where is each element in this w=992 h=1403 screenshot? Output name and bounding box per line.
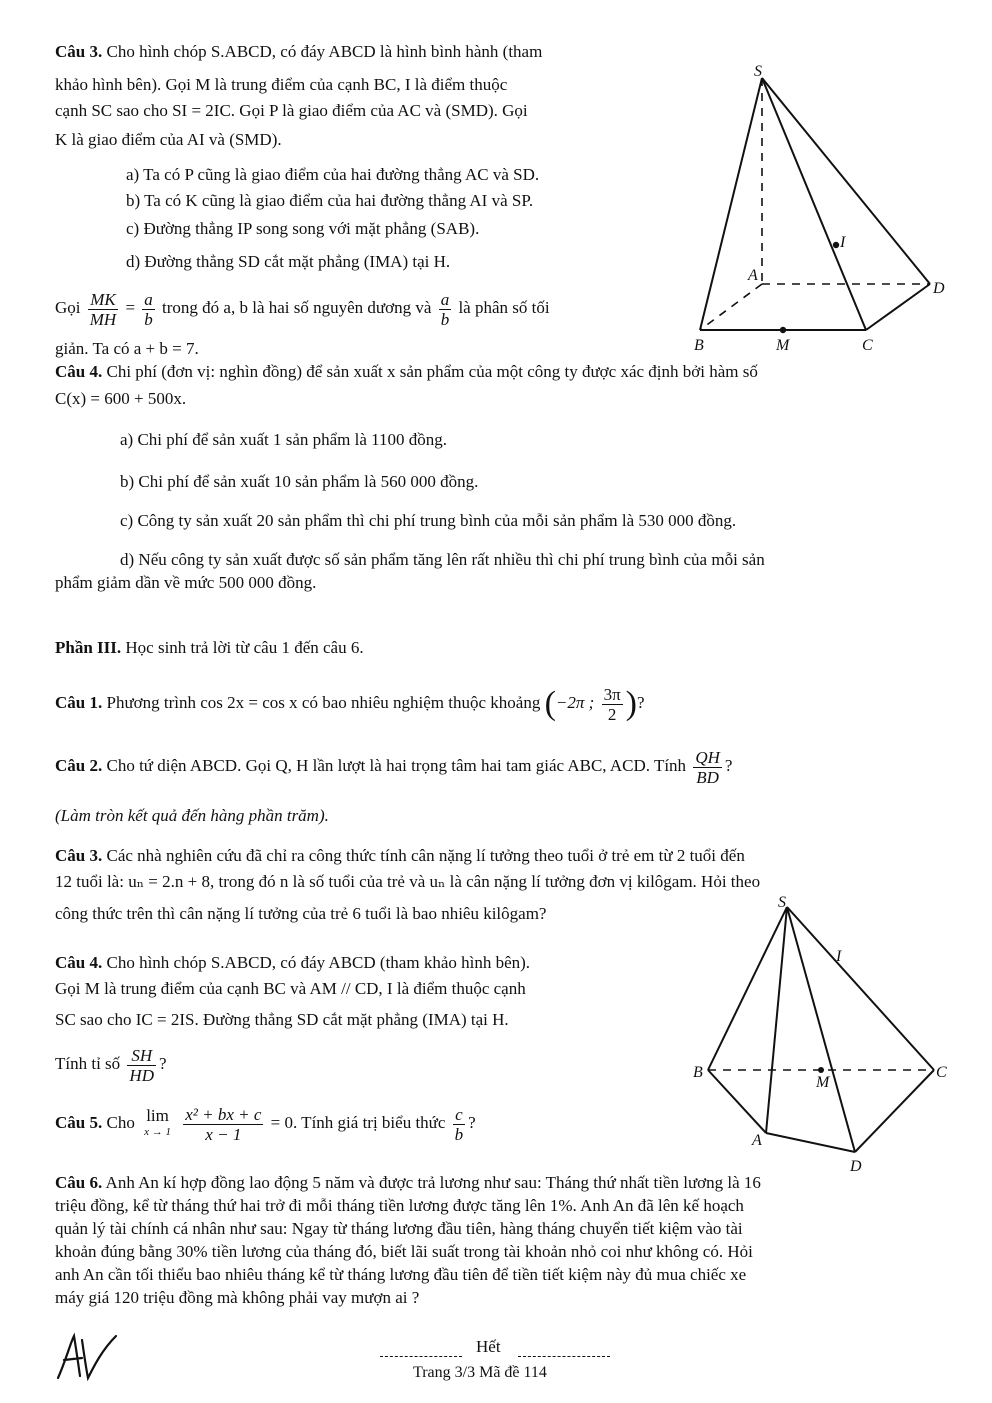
fig1-label-m: M	[776, 337, 790, 354]
fig2-edge-sa	[766, 907, 787, 1133]
footer-end-text: Hết	[476, 1337, 501, 1356]
p1-frac	[602, 685, 623, 724]
fig2-edge-dc	[855, 1070, 934, 1152]
q3-last-line: giản. Ta có a + b = 7.	[55, 339, 199, 358]
p6-line1	[55, 1173, 761, 1193]
p1-interval-left: −2π ;	[555, 693, 595, 712]
p2-q: ?	[724, 756, 733, 775]
p4-label: Câu 4.	[55, 953, 103, 972]
q3-text-1: Cho hình chóp S.ABCD, có đáy ABCD là hình bình hành (tham	[106, 42, 543, 61]
p5-frac	[183, 1105, 263, 1144]
p5-frac-den: x − 1	[205, 1124, 242, 1144]
q3-ratio-mid: trong đó a, b là hai số nguyên dương và	[162, 298, 432, 317]
p1-frac-num: 3π	[603, 684, 621, 704]
fig1-label-a: A	[748, 267, 758, 284]
fig1-label-d: D	[933, 280, 945, 297]
part3-heading	[55, 638, 364, 658]
fig2-edge-sb	[708, 907, 787, 1070]
q3-line1	[55, 42, 542, 62]
p5-cho: Cho	[106, 1113, 135, 1132]
p6-line2: triệu đồng, kể từ tháng thứ hai trở đi mỗi tháng tiền lương được tăng lên 1%. Anh An đã lên kế hoạch	[55, 1196, 744, 1215]
q3-line4: K là giao điểm của AI và (SMD).	[55, 130, 282, 149]
q3-line3: cạnh SC sao cho SI = 2IC. Gọi P là giao điểm của AC và (SMD). Gọi	[55, 101, 528, 120]
fig1-edge-sd	[762, 78, 930, 284]
p3-line3: công thức trên thì cân nặng lí tưởng của trẻ 6 tuổi là bao nhiêu kilôgam?	[55, 904, 547, 923]
q3-ratio-line: Gọi $\frac{MK}{MH}$ = $\frac{a}{b}$ trong đó a, b là hai số nguyên dương và $\frac{a}{b}$ là phân số tối	[55, 289, 550, 329]
q3-ratio-end: là phân số tối	[458, 298, 550, 317]
p6-line6: máy giá 120 triệu đồng mà không phải vay mượn ai ?	[55, 1288, 420, 1307]
p6-line5: anh An cần tối thiểu bao nhiêu tháng kể từ tháng lương đầu tiên để tiền tiết kiệm này đủ mua chiếc xe	[55, 1265, 747, 1284]
fig1-label-c: C	[862, 337, 873, 354]
q3-option-d: d) Đường thẳng SD cắt mặt phẳng (IMA) tại H.	[126, 252, 451, 271]
q4-label: Câu 4.	[55, 362, 103, 381]
q3-frac-num: MK	[88, 290, 118, 310]
q3-option-b: b) Ta có K cũng là giao điểm của hai đường thẳng AI và SP.	[126, 191, 534, 210]
p5-frac2	[453, 1105, 466, 1144]
p5-label: Câu 5.	[55, 1113, 103, 1132]
p4-frac-num: SH	[127, 1046, 156, 1066]
fig2-point-m	[818, 1067, 824, 1073]
p1-frac-den: 2	[607, 704, 617, 724]
figure-pyramid-2	[690, 895, 960, 1180]
q3-option-c: c) Đường thẳng IP song song với mặt phẳng (SAB).	[126, 219, 480, 238]
p5-q: ?	[468, 1113, 476, 1132]
q3-line2: khảo hình bên). Gọi M là trung điểm của cạnh BC, I là điểm thuộc	[55, 75, 508, 94]
q3-frac-den: MH	[89, 309, 117, 329]
q3-frac-mk-mh	[88, 290, 118, 329]
p2-line	[55, 744, 732, 788]
p2-note: (Làm tròn kết quả đến hàng phần trăm).	[55, 806, 329, 825]
footer-dash-left	[380, 1356, 462, 1357]
footer-dash-right	[518, 1356, 610, 1357]
q4-option-d: d) Nếu công ty sản xuất được số sản phẩm tăng lên rất nhiều thì chi phí trung bình của mỗi sản	[120, 550, 765, 569]
q3-frac-a-b-2	[439, 290, 452, 329]
part3-text: Học sinh trả lời từ câu 1 đến câu 6.	[125, 638, 364, 657]
part3-label: Phần III.	[55, 638, 122, 657]
fig1-point-m	[780, 327, 786, 333]
q3-frac-a: a	[144, 289, 153, 309]
fig1-point-i	[833, 242, 839, 248]
p5-line	[55, 1100, 476, 1146]
p5-lim-word: lim	[146, 1106, 169, 1126]
p5-lim	[142, 1108, 173, 1140]
p1-label: Câu 1.	[55, 693, 103, 712]
q3-label: Câu 3.	[55, 42, 103, 61]
p5-frac-num: x² + bx + c	[185, 1104, 262, 1124]
q3-frac-b: b	[144, 309, 153, 329]
p2-frac	[693, 748, 722, 787]
p4-line2: Gọi M là trung điểm của cạnh BC và AM // CD, I là điểm thuộc cạnh	[55, 979, 526, 998]
q4-text-1: Chi phí (đơn vị: nghìn đồng) để sản xuất x sản phẩm của một công ty được xác định bởi hàm số	[106, 362, 758, 381]
q4-option-d-cont: phẩm giảm dần về mức 500 000 đồng.	[55, 573, 317, 592]
fig2-edge-ad	[766, 1133, 855, 1152]
q4-line1	[55, 362, 758, 382]
p3-line2: 12 tuổi là: uₙ = 2.n + 8, trong đó n là số tuổi của trẻ và uₙ là cân nặng lí tưởng đơn vị kilôgam. Hỏi theo	[55, 872, 761, 891]
figure-pyramid-1	[690, 60, 960, 360]
p6-text-1: Anh An kí hợp đồng lao động 5 năm và được trả lương như sau: Tháng thứ nhất tiền lương là 16	[105, 1173, 761, 1192]
fig2-label-m: M	[816, 1074, 830, 1091]
p1-q: ?	[636, 693, 645, 712]
q4-line2: C(x) = 600 + 500x.	[55, 389, 187, 408]
fig2-label-d: D	[850, 1158, 862, 1175]
fig1-edge-cd	[866, 284, 930, 330]
q3-frac-a-b	[142, 290, 155, 329]
fig2-edge-ba	[708, 1070, 766, 1133]
p6-label: Câu 6.	[55, 1173, 103, 1192]
p4-tinh: Tính tỉ số	[55, 1054, 121, 1073]
p1-line	[55, 680, 645, 726]
q3-frac2-a: a	[440, 289, 450, 309]
fig2-label-i: I	[836, 948, 842, 965]
p5-eq: = 0. Tính giá trị biểu thức	[270, 1113, 446, 1132]
q4-option-a: a) Chi phí để sản xuất 1 sản phẩm là 1100 đồng.	[120, 430, 448, 449]
fig1-label-b: B	[694, 337, 704, 354]
p3-label: Câu 3.	[55, 846, 103, 865]
footer-page-info: Trang 3/3 Mã đề 114	[413, 1364, 547, 1381]
q3-option-a: a) Ta có P cũng là giao điểm của hai đường thẳng AC và SD.	[126, 165, 540, 184]
p2-frac-den: BD	[696, 767, 719, 787]
fig1-label-s: S	[754, 63, 762, 80]
p3-line1	[55, 846, 745, 866]
p3-text-1: Các nhà nghiên cứu đã chỉ ra công thức tính cân nặng lí tưởng theo tuổi ở trẻ em từ 2 tuổi đến	[106, 846, 745, 865]
p5-frac2-den: b	[454, 1124, 464, 1144]
p2-text: Cho tứ diện ABCD. Gọi Q, H lần lượt là hai trọng tâm hai tam giác ABC, ACD. Tính	[106, 756, 687, 775]
p4-text-1: Cho hình chóp S.ABCD, có đáy ABCD (tham khảo hình bên).	[106, 953, 531, 972]
fig1-edge-sc	[762, 78, 866, 330]
q3-goi: Gọi	[55, 298, 81, 317]
p2-frac-num: QH	[695, 747, 720, 767]
p4-line4	[55, 1042, 167, 1086]
fig1-label-i: I	[840, 234, 846, 251]
q3-frac2-b: b	[440, 309, 450, 329]
p6-line4: khoản đúng bằng 30% tiền lương của tháng đó, biết lãi suất trong tài khoản nhỏ coi như không có. Hỏi	[55, 1242, 753, 1261]
fig2-label-c: C	[936, 1064, 947, 1081]
p1-paren-right: )	[625, 685, 637, 723]
signature-image	[52, 1330, 122, 1385]
footer-end-row	[380, 1337, 610, 1359]
p5-lim-sub: x → 1	[144, 1126, 171, 1139]
p5-frac2-num: c	[453, 1105, 466, 1125]
p4-q: ?	[158, 1054, 167, 1073]
fig2-label-s: S	[778, 895, 786, 911]
p2-label: Câu 2.	[55, 756, 103, 775]
fig1-edge-sb	[700, 78, 762, 330]
p1-text: Phương trình cos 2x = cos x có bao nhiêu nghiệm thuộc khoảng	[106, 693, 541, 712]
fig2-label-b: B	[693, 1064, 703, 1081]
p4-line3: SC sao cho IC = 2IS. Đường thẳng SD cắt mặt phẳng (IMA) tại H.	[55, 1010, 509, 1029]
p4-frac	[127, 1046, 156, 1085]
p4-line1	[55, 953, 530, 973]
p4-frac-den: HD	[129, 1065, 154, 1085]
fig2-label-a: A	[752, 1132, 762, 1149]
q4-option-c: c) Công ty sản xuất 20 sản phẩm thì chi phí trung bình của mỗi sản phẩm là 530 000 đồng.	[120, 511, 737, 530]
p6-line3: quản lý tài chính cá nhân như sau: Ngay từ tháng lương đầu tiên, hàng tháng chuyển tiết kiệm vào tài	[55, 1219, 743, 1238]
q4-option-b: b) Chi phí để sản xuất 10 sản phẩm là 560 000 đồng.	[120, 472, 479, 491]
p1-paren-left: (	[544, 685, 556, 723]
